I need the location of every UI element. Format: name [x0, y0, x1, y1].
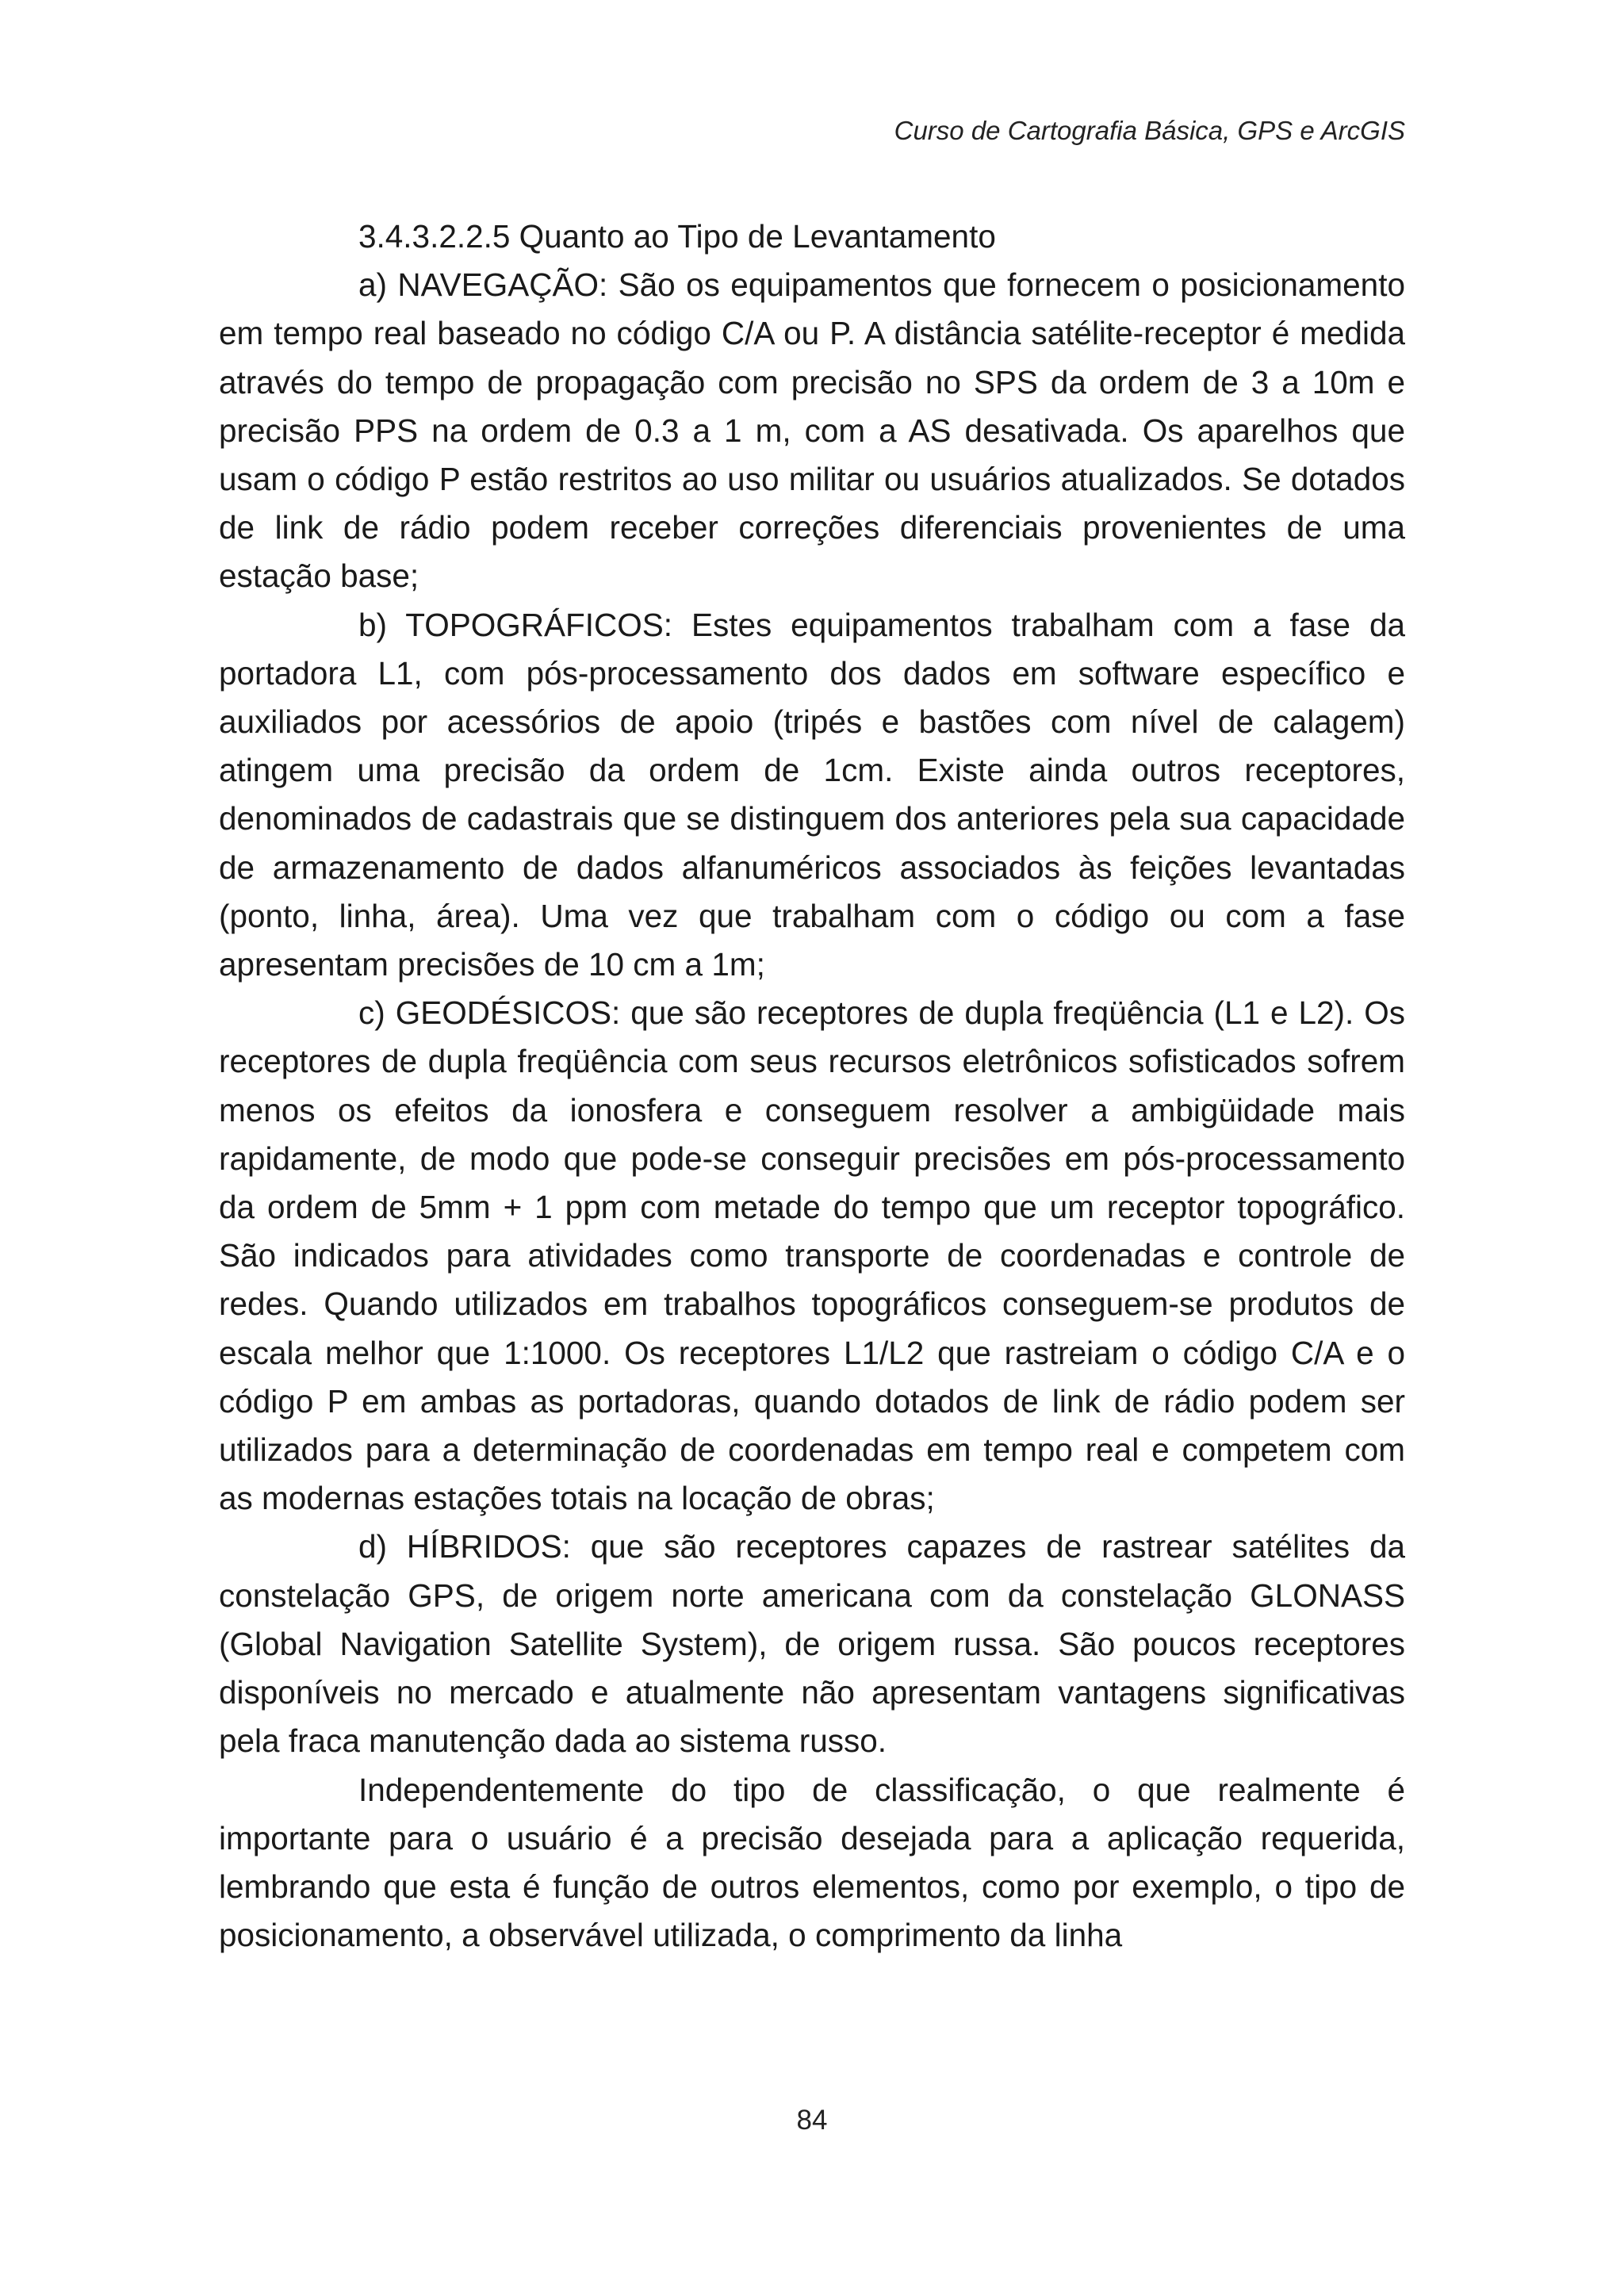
- paragraph-topograficos: b) TOPOGRÁFICOS: Estes equipamentos trabalham com a fase da portadora L1, com pós-processamento dos dados em software específico e auxiliados por acessórios de apoio (tripés e bastões com nível de calagem) atingem uma precisão da ordem de 1cm. Existe ainda outros receptores, denominados de cadastrais que se distinguem dos anteriores pela sua capacidade de armazenamento de dados alfanuméricos associados às feições levantadas (ponto, linha, área). Uma vez que trabalham com o código ou com a fase apresentam precisões de 10 cm a 1m;: [219, 606, 1405, 983]
- paragraph-conclusion: Independentemente do tipo de classificação, o que realmente é importante para o usuário é a precisão desejada para a aplicação requerida, lembrando que esta é função de outros elementos, como por exemplo, o tipo de posicionamento, a observável utilizada, o comprimento da linha: [219, 1771, 1405, 1954]
- paragraph-hibridos: d) HÍBRIDOS: que são receptores capazes de rastrear satélites da constelação GPS, de origem norte americana com da constelação GLONASS (Global Navigation Satellite System), de origem russa. São poucos receptores disponíveis no mercado e atualmente não apresentam vantagens significativas pela fraca manutenção dada ao sistema russo.: [219, 1528, 1405, 1760]
- page-number: 84: [796, 2105, 828, 2136]
- page-body: [219, 213, 1405, 1960]
- section-title: 3.4.3.2.2.5 Quanto ao Tipo de Levantamento: [358, 218, 996, 255]
- paragraph-geodesicos: c) GEODÉSICOS: que são receptores de dupla freqüência (L1 e L2). Os receptores de dupla freqüência com seus recursos eletrônicos sofisticados sofrem menos os efeitos da ionosfera e conseguem resolver a ambigüidade mais rapidamente, de modo que pode-se conseguir precisões em pós-processamento da ordem de 5mm + 1 ppm com metade do tempo que um receptor topográfico. São indicados para atividades como transporte de coordenadas e controle de redes. Quando utilizados em trabalhos topográficos conseguem-se produtos de escala melhor que 1:1000. Os receptores L1/L2 que rastreiam o código C/A e o código P em ambas as portadoras, quando dotados de link de rádio podem ser utilizados para a determinação de coordenadas em tempo real e competem com as modernas estações totais na locação de obras;: [219, 994, 1405, 1517]
- running-header: Curso de Cartografia Básica, GPS e ArcGIS: [894, 116, 1405, 145]
- paragraph-navegacao: a) NAVEGAÇÃO: São os equipamentos que fornecem o posicionamento em tempo real baseado no código C/A ou P. A distância satélite-receptor é medida através do tempo de propagação com precisão no SPS da ordem de 3 a 10m e precisão PPS na ordem de 0.3 a 1 m, com a AS desativada. Os aparelhos que usam o código P estão restritos ao uso militar ou usuários atualizados. Se dotados de link de rádio podem receber correções diferenciais provenientes de uma estação base;: [219, 266, 1405, 595]
